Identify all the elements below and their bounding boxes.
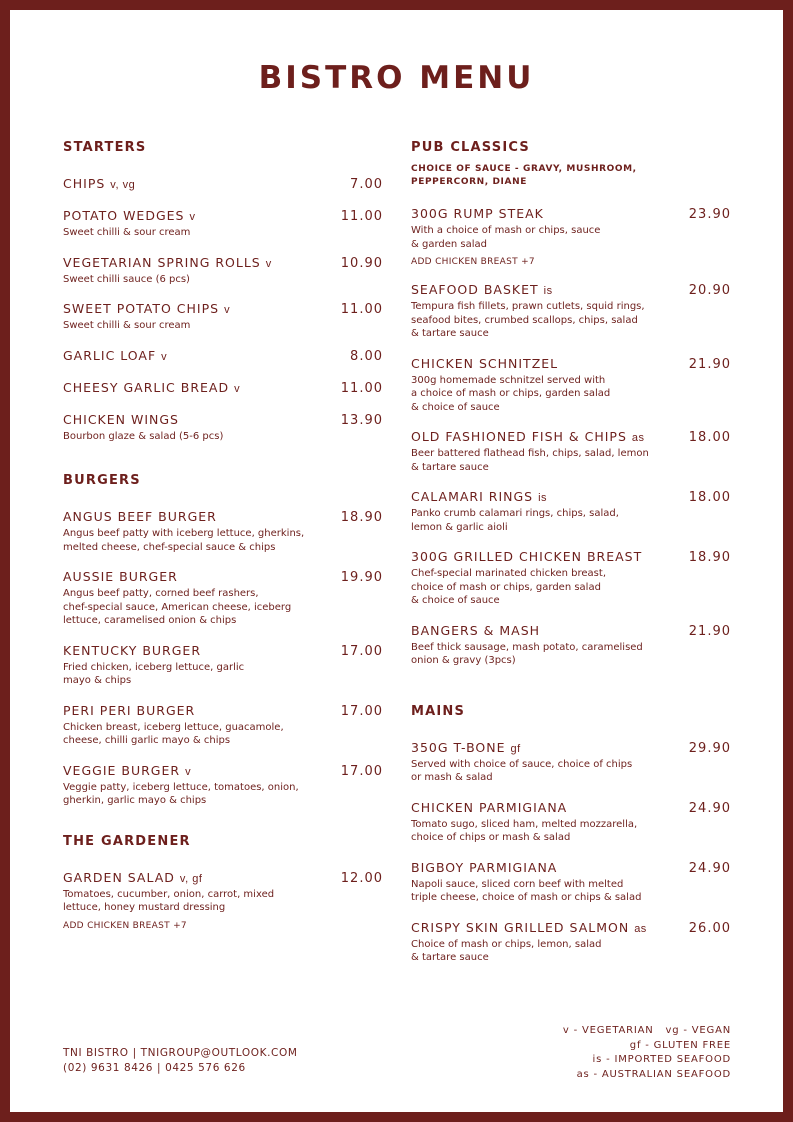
menu-item-price: 17.00 xyxy=(340,643,383,659)
menu-item xyxy=(63,568,383,628)
menu-item-title xyxy=(63,762,191,780)
menu-item-description: Sweet chilli sauce (6 pcs) xyxy=(63,273,190,285)
menu-item xyxy=(411,548,731,608)
menu-item-title xyxy=(63,508,217,526)
menu-item-price: 11.00 xyxy=(340,209,383,224)
menu-item-header xyxy=(63,411,383,429)
dietary-tag: as xyxy=(634,922,647,935)
menu-item-title xyxy=(63,379,240,397)
menu-item-description: Chef-special marinated chicken breast, choice of mash or chips, garden salad & choice of sauce xyxy=(411,568,606,606)
menu-item-price: 11.00 xyxy=(340,380,383,396)
menu-item xyxy=(63,869,383,931)
menu-item-price: 18.90 xyxy=(340,510,383,525)
menu-item-price: 11.00 xyxy=(340,302,383,317)
menu-item-name: VEGGIE BURGER xyxy=(63,762,181,778)
page-title: BISTRO MENU xyxy=(258,60,535,96)
menu-item-price: 26.00 xyxy=(688,920,731,936)
contact-info xyxy=(63,1046,297,1076)
dietary-tag: is xyxy=(538,492,548,504)
menu-item-name: BIGBOY PARMIGIANA xyxy=(411,859,558,875)
menu-item xyxy=(411,428,731,474)
menu-item-description: Served with choice of sauce, choice of chips or mash & salad xyxy=(411,758,633,783)
dietary-tag: v xyxy=(161,350,168,363)
section-title: THE GARDENER xyxy=(63,833,191,849)
menu-page xyxy=(10,10,783,1112)
menu-item-description: Angus beef patty with iceberg lettuce, gherkins, melted cheese, chef-special sauce & chips xyxy=(63,528,305,553)
menu-item-name: CHICKEN SCHNITZEL xyxy=(411,355,559,371)
menu-item-header xyxy=(63,379,383,397)
section-title: PUB CLASSICS xyxy=(411,140,530,155)
dietary-tag: v xyxy=(234,382,241,395)
menu-item-header xyxy=(63,762,383,780)
menu-item-addon: ADD CHICKEN BREAST +7 xyxy=(63,920,187,931)
menu-item-header xyxy=(63,869,383,887)
menu-item-header xyxy=(63,347,383,365)
menu-item-name: 350G T-BONE xyxy=(411,739,506,755)
menu-item-header xyxy=(63,568,383,586)
menu-item xyxy=(411,488,731,534)
menu-item-name: CHIPS xyxy=(63,176,106,191)
menu-item-name: 300G RUMP STEAK xyxy=(411,206,544,221)
menu-item-header xyxy=(411,281,731,299)
menu-item-price: 17.00 xyxy=(340,763,383,779)
contact-line: (02) 9631 8426 | 0425 576 626 xyxy=(63,1062,246,1074)
menu-item-description: Tempura fish fillets, prawn cutlets, squid rings, seafood bites, crumbed scallops, chips, salad & tartare sauce xyxy=(411,301,645,339)
menu-item-title xyxy=(63,347,167,365)
menu-item-header xyxy=(63,175,383,193)
menu-item xyxy=(63,254,383,287)
menu-item-name: POTATO WEDGES xyxy=(63,208,185,223)
dietary-legend xyxy=(563,1024,731,1082)
menu-item xyxy=(411,799,731,845)
menu-item-name: CHICKEN WINGS xyxy=(63,411,179,427)
menu-item-title xyxy=(411,488,547,506)
menu-item-description: Tomato sugo, sliced ham, melted mozzarella, choice of chips or mash & salad xyxy=(411,818,638,843)
menu-item-name: SEAFOOD BASKET xyxy=(411,282,539,297)
legend-line: v - VEGETARIAN vg - VEGAN xyxy=(562,1025,731,1036)
menu-item-description: Sweet chilli & sour cream xyxy=(63,320,191,331)
menu-item-description: Fried chicken, iceberg lettuce, garlic mayo & chips xyxy=(63,661,245,686)
dietary-tag: v, vg xyxy=(110,179,136,191)
menu-item-description: Chicken breast, iceberg lettuce, guacamole, cheese, chilli garlic mayo & chips xyxy=(63,721,284,746)
menu-item xyxy=(411,919,731,965)
menu-item-price: 29.90 xyxy=(688,740,731,756)
menu-item-header xyxy=(411,919,731,937)
menu-item-header xyxy=(411,355,731,373)
menu-item-price: 21.90 xyxy=(688,356,731,372)
dietary-tag: v xyxy=(265,257,272,270)
menu-item xyxy=(411,622,731,668)
section-gardener xyxy=(63,834,383,931)
menu-item-price: 12.00 xyxy=(340,870,383,886)
menu-item-description: Sweet chilli & sour cream xyxy=(63,227,191,238)
menu-item-header xyxy=(411,488,731,506)
menu-item xyxy=(63,379,383,397)
menu-item-title xyxy=(63,869,202,887)
menu-item-name: ANGUS BEEF BURGER xyxy=(63,509,217,524)
menu-item xyxy=(411,205,731,267)
menu-item-price: 18.00 xyxy=(688,430,731,445)
menu-item-header xyxy=(411,739,731,757)
menu-item-title xyxy=(63,175,135,193)
menu-item-price: 17.00 xyxy=(340,703,383,719)
menu-item-price: 24.90 xyxy=(688,860,731,876)
menu-item-description: Bourbon glaze & salad (5-6 pcs) xyxy=(63,430,224,442)
menu-item-price: 21.90 xyxy=(688,623,731,639)
menu-item-header xyxy=(63,207,383,225)
section-pub-classics xyxy=(411,140,731,668)
menu-item-price: 7.00 xyxy=(350,177,383,192)
menu-item-header xyxy=(63,642,383,660)
menu-item-description: Napoli sauce, sliced corn beef with melted triple cheese, choice of mash or chips & salad xyxy=(411,878,642,903)
menu-item-description: Tomatoes, cucumber, onion, carrot, mixed lettuce, honey mustard dressing xyxy=(63,888,275,913)
dietary-tag: v xyxy=(224,304,231,316)
menu-item-name: SWEET POTATO CHIPS xyxy=(63,301,220,316)
menu-item-title xyxy=(63,300,230,318)
menu-item-description: Beer battered flathead fish, chips, salad, lemon & tartare sauce xyxy=(411,448,649,473)
menu-item-title xyxy=(411,428,645,446)
menu-item-description: Beef thick sausage, mash potato, caramelised onion & gravy (3pcs) xyxy=(411,641,643,666)
menu-item xyxy=(63,347,383,365)
menu-item xyxy=(411,355,731,415)
menu-item-header xyxy=(63,254,383,272)
legend-line: as - AUSTRALIAN SEAFOOD xyxy=(576,1068,731,1080)
menu-item-name: VEGETARIAN SPRING ROLLS xyxy=(63,254,261,270)
menu-item-name: KENTUCKY BURGER xyxy=(63,642,201,658)
section-title: MAINS xyxy=(411,703,466,719)
menu-item-header xyxy=(411,428,731,446)
menu-item-header xyxy=(411,205,731,223)
menu-item-name: 300G GRILLED CHICKEN BREAST xyxy=(411,549,643,564)
menu-item-title xyxy=(411,919,647,937)
menu-item-title xyxy=(411,859,557,877)
menu-item-title xyxy=(411,355,558,373)
menu-item-title xyxy=(63,254,272,272)
menu-item-name: CALAMARI RINGS xyxy=(411,489,534,504)
menu-item-header xyxy=(63,702,383,720)
menu-item-description: Choice of mash or chips, lemon, salad & tartare sauce xyxy=(411,938,602,963)
contact-line: TNI BISTRO | TNIGROUP@OUTLOOK.COM xyxy=(63,1047,298,1059)
menu-item-name: BANGERS & MASH xyxy=(411,622,541,638)
menu-item xyxy=(63,762,383,808)
menu-item-header xyxy=(411,622,731,640)
section-burgers xyxy=(63,473,383,808)
menu-item-title xyxy=(411,739,521,757)
left-column xyxy=(63,140,383,945)
menu-item-price: 23.90 xyxy=(688,207,731,222)
menu-item-title xyxy=(411,548,642,566)
menu-item-name: CRISPY SKIN GRILLED SALMON xyxy=(411,919,630,935)
menu-item-name: AUSSIE BURGER xyxy=(63,569,178,584)
menu-item xyxy=(411,281,731,341)
legend-line: is - IMPORTED SEAFOOD xyxy=(592,1054,731,1065)
menu-item-title xyxy=(63,207,195,225)
dietary-tag: as xyxy=(631,432,645,444)
menu-item-price: 19.90 xyxy=(340,570,383,585)
menu-item xyxy=(63,411,383,444)
menu-item-name: CHEESY GARLIC BREAD xyxy=(63,379,230,395)
dietary-tag: v, gf xyxy=(179,872,203,885)
section-mains xyxy=(411,704,731,965)
menu-item xyxy=(411,859,731,905)
menu-item-description: 300g homemade schnitzel served with a choice of mash or chips, garden salad & choice of sauce xyxy=(411,374,611,413)
section-starters xyxy=(63,140,383,443)
menu-item-addon: ADD CHICKEN BREAST +7 xyxy=(411,257,535,267)
menu-item-name: OLD FASHIONED FISH & CHIPS xyxy=(411,429,627,444)
menu-item-header xyxy=(411,548,731,566)
menu-item-title xyxy=(63,702,195,720)
menu-item-header xyxy=(411,799,731,817)
menu-item-price: 13.90 xyxy=(340,412,383,428)
menu-item-price: 18.90 xyxy=(688,550,731,565)
menu-item-description: Angus beef patty, corned beef rashers, chef-special sauce, American cheese, iceberg lettuce, caramelised onion & chips xyxy=(63,588,292,626)
menu-item-name: PERI PERI BURGER xyxy=(63,702,196,718)
menu-item xyxy=(63,508,383,554)
menu-item xyxy=(63,300,383,333)
menu-item xyxy=(63,207,383,240)
menu-item xyxy=(63,642,383,688)
menu-item-price: 18.00 xyxy=(688,490,731,505)
dietary-tag: v xyxy=(185,765,192,778)
menu-item-description: With a choice of mash or chips, sauce & garden salad xyxy=(411,225,601,250)
menu-item-title xyxy=(63,568,178,586)
menu-item-title xyxy=(411,799,567,817)
section-title: STARTERS xyxy=(63,140,147,155)
menu-item-title xyxy=(411,281,553,299)
menu-item-name: CHICKEN PARMIGIANA xyxy=(411,799,568,815)
legend-line: gf - GLUTEN FREE xyxy=(629,1039,731,1051)
menu-item-description: Veggie patty, iceberg lettuce, tomatoes, onion, gherkin, garlic mayo & chips xyxy=(63,781,299,806)
menu-item-name: GARLIC LOAF xyxy=(63,347,157,363)
menu-item-title xyxy=(411,205,544,223)
menu-item-title xyxy=(63,642,201,660)
menu-item-name: GARDEN SALAD xyxy=(63,869,175,885)
menu-item-header xyxy=(63,300,383,318)
menu-item-price: 24.90 xyxy=(688,800,731,816)
menu-item-description: Panko crumb calamari rings, chips, salad, lemon & garlic aioli xyxy=(411,508,619,533)
menu-item xyxy=(411,739,731,785)
section-title: BURGERS xyxy=(63,473,141,488)
section-note: CHOICE OF SAUCE - GRAVY, MUSHROOM, PEPPERCORN, DIANE xyxy=(411,164,637,187)
menu-item xyxy=(63,175,383,193)
menu-item-price: 10.90 xyxy=(340,255,383,271)
menu-item-title xyxy=(411,622,540,640)
menu-item xyxy=(63,702,383,748)
dietary-tag: v xyxy=(189,211,196,223)
menu-item-price: 20.90 xyxy=(688,283,731,298)
menu-item-title xyxy=(63,411,179,429)
menu-item-header xyxy=(411,859,731,877)
dietary-tag: is xyxy=(543,285,553,297)
menu-item-price: 8.00 xyxy=(350,348,383,364)
menu-item-header xyxy=(63,508,383,526)
right-column xyxy=(411,140,731,979)
dietary-tag: gf xyxy=(510,742,521,755)
